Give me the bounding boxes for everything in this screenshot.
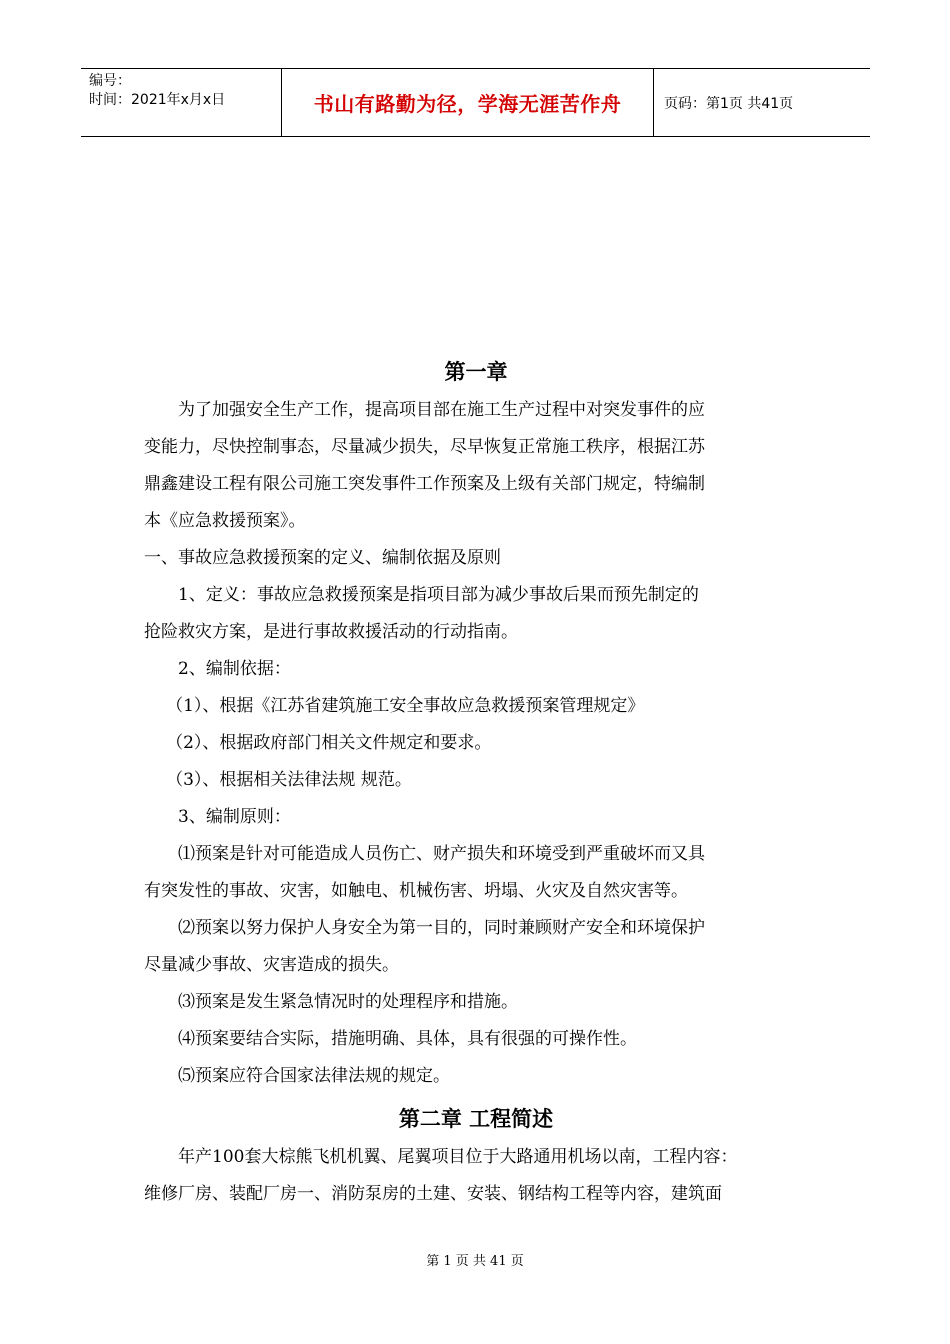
chapter-2-title: 第二章 工程简述 [398, 1106, 554, 1131]
header-motto: 书山有路勤为径，学海无涯苦作舟 [313, 92, 622, 116]
paragraph-line: 有突发性的事故、灾害，如触电、机械伤害、坍塌、火灾及自然灾害等。 [144, 881, 688, 901]
paragraph-line: ⑵预案以努力保护人身安全为第一目的，同时兼顾财产安全和环境保护 [178, 918, 705, 938]
paragraph-line: 1、定义：事故应急救援预案是指项目部为减少事故后果而预先制定的 [178, 585, 699, 605]
paragraph-line: （2）、根据政府部门相关文件规定和要求。 [166, 733, 492, 753]
number-label: 编号： [89, 73, 131, 89]
chapter-1-title: 第一章 [444, 359, 508, 384]
section-heading: 一、事故应急救援预案的定义、编制依据及原则 [144, 548, 501, 568]
header-motto-cell [282, 69, 654, 136]
paragraph-line: 为了加强安全生产工作，提高项目部在施工生产过程中对突发事件的应 [178, 400, 705, 420]
paragraph-line: 尽量减少事故、灾害造成的损失。 [144, 955, 399, 975]
paragraph-line: （1）、根据《江苏省建筑施工安全事故应急救援预案管理规定》 [166, 696, 645, 716]
paragraph-line: 3、编制原则： [178, 807, 291, 827]
paragraph-line: 2、编制依据： [178, 659, 291, 679]
date-line: 时间：2021年x月x日 [89, 92, 226, 108]
document-body [144, 352, 808, 1213]
page-footer: 第 1 页 共 41 页 [426, 1254, 524, 1269]
paragraph-line: 鼎鑫建设工程有限公司施工突发事件工作预案及上级有关部门规定，特编制 [144, 474, 705, 494]
paragraph-line: 变能力，尽快控制事态，尽量减少损失，尽早恢复正常施工秩序，根据江苏 [144, 437, 705, 457]
paragraph-line: 本《应急救援预案》。 [144, 511, 306, 531]
header-page-info: 页码：第1页 共41页 [664, 95, 794, 112]
page-header [81, 68, 870, 137]
paragraph-line: ⑶预案是发生紧急情况时的处理程序和措施。 [178, 992, 518, 1012]
paragraph-line: ⑷预案要结合实际，措施明确、具体，具有很强的可操作性。 [178, 1029, 637, 1049]
paragraph-line: ⑴预案是针对可能造成人员伤亡、财产损失和环境受到严重破坏而又具 [178, 844, 705, 864]
header-meta [81, 69, 282, 136]
paragraph-line: ⑸预案应符合国家法律法规的规定。 [178, 1066, 450, 1086]
paragraph-line: 维修厂房、装配厂房一、消防泵房的土建、安装、钢结构工程等内容，建筑面 [144, 1184, 722, 1204]
paragraph-line: 年产100套大棕熊飞机机翼、尾翼项目位于大路通用机场以南，工程内容： [178, 1147, 738, 1167]
paragraph-line: 抢险救灾方案，是进行事故救援活动的行动指南。 [144, 622, 518, 642]
paragraph-line: （3）、根据相关法律法规 规范。 [166, 770, 412, 790]
